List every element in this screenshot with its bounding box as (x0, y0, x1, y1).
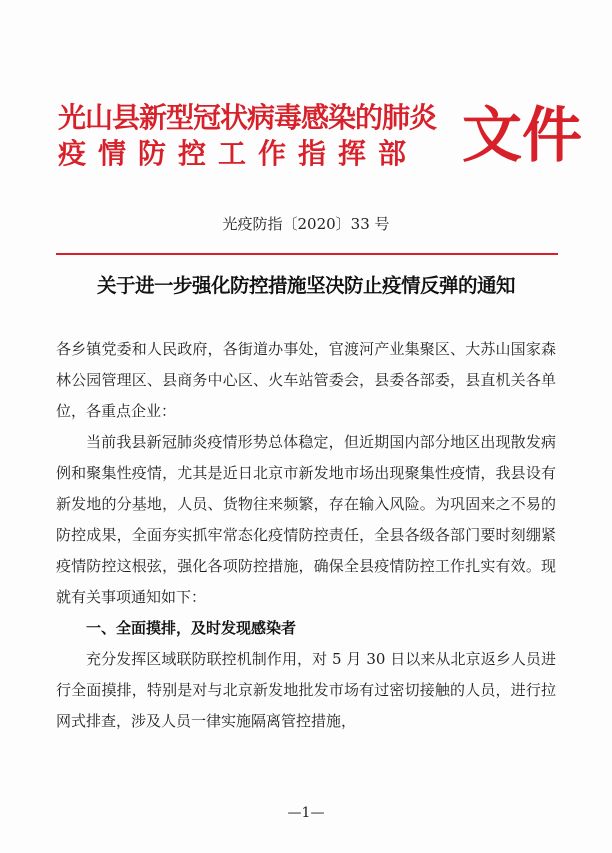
organization-name-line-1: 光山县新型冠状病毒感染的肺炎 (58, 101, 437, 134)
section-heading: 一、全面摸排，及时发现感染者 (86, 619, 297, 637)
document-number: 光疫防指〔2020〕33 号 (222, 215, 390, 233)
body-paragraph: 充分发挥区域联防联控机制作用，对 5 月 30 日以来从北京返乡人员进行全面摸排，特别是对与北京新发地批发市场有过密切接触的人员，进行拉网式排查，涉及人员一律实施隔离管控措施， (56, 650, 556, 730)
salutation: 各乡镇党委和人民政府，各街道办事处，官渡河产业集聚区、大苏山国家森林公园管理区、县商务中心区、火车站管委会，县委各部委，县直机关各单位，各重点企业： (56, 340, 556, 420)
page-number: —1— (287, 805, 325, 821)
red-divider-line (56, 253, 558, 255)
body-paragraph: 当前我县新冠肺炎疫情形势总体稳定，但近期国内部分地区出现散发病例和聚集性疫情，尤其是近日北京市新发地市场出现聚集性疫情，我县设有新发地的分基地，人员、货物往来频繁，存在输入风险。为巩固来之不易的防控成果，全面夯实抓牢常态化疫情防控责任，全县各级各部门要时刻绷紧疫情防控这根弦，强化各项防控措施，确保全县疫情防控工作扎实有效。现就有关事项通知如下： (56, 433, 556, 606)
issuing-organization (58, 100, 436, 172)
organization-name-line-2: 疫情防控工作指挥部 (58, 137, 419, 170)
document-type-label: 文件 (462, 101, 582, 171)
document-body (56, 334, 556, 737)
document-title: 关于进一步强化防控措施坚决防止疫情反弹的通知 (96, 274, 515, 297)
